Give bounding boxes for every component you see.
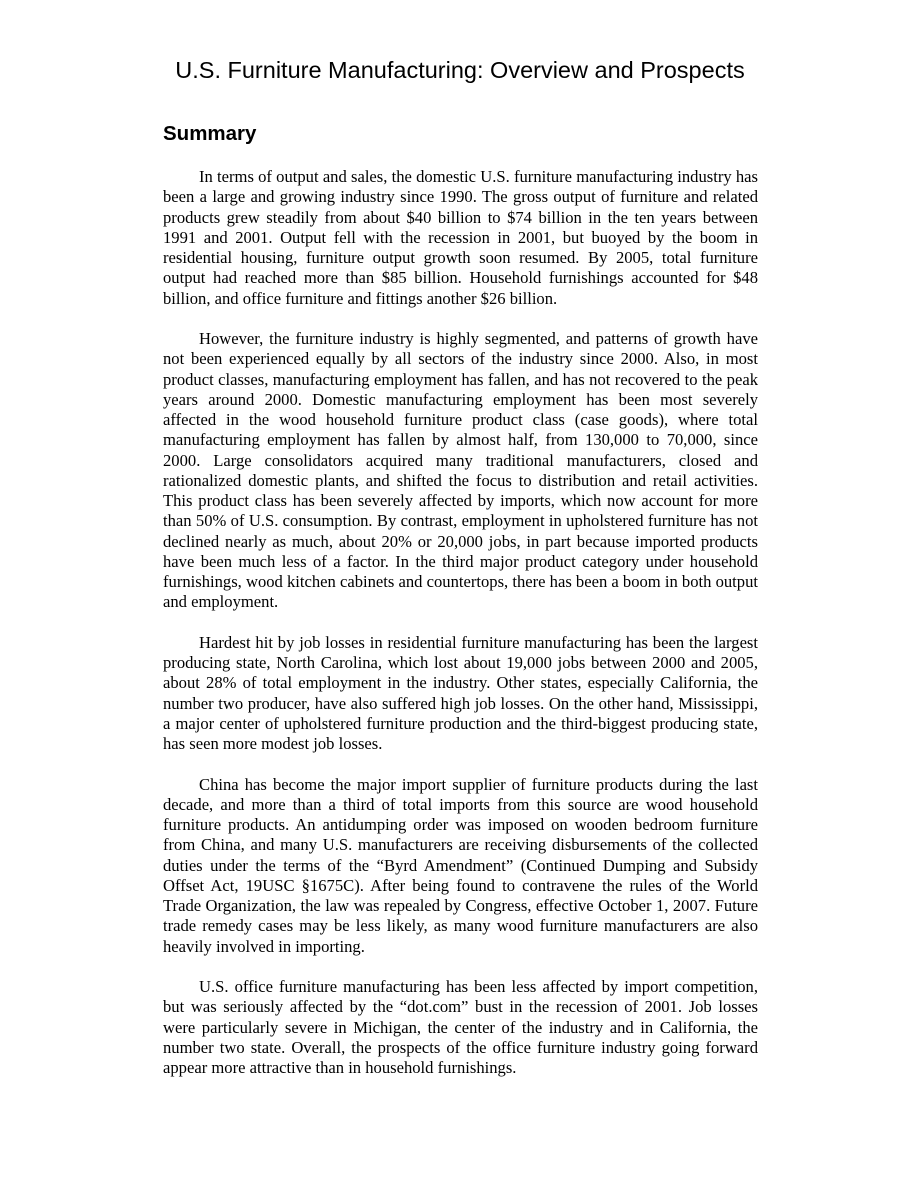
paragraph-office-furniture: U.S. office furniture manufacturing has been less affected by import competition, but was seriously affected by the “dot.com” bust in the recession of 2001. Job losses were particularly severe in Michigan, the center of the industry and in California, the number two state. Overall, the prospects of the office furniture industry going forward appear more attractive than in household furnishings. [163, 977, 758, 1077]
summary-body [163, 167, 758, 1099]
paragraph-output-sales: In terms of output and sales, the domestic U.S. furniture manufacturing industry has been a large and growing industry since 1990. The gross output of furniture and related products grew steadily from about $40 billion to $74 billion in the ten years between 1991 and 2001. Output fell with the recession in 2001, but buoyed by the boom in residential housing, furniture output growth soon resumed. By 2005, total furniture output had reached more than $85 billion. Household furnishings accounted for $48 billion, and office furniture and fittings another $26 billion. [163, 167, 758, 308]
paragraph-segmentation-employment: However, the furniture industry is highly segmented, and patterns of growth have not been experienced equally by all sectors of the industry since 2000. Also, in most product classes, manufacturing employment has fallen, and has not recovered to the peak years around 2000. Domestic manufacturing employment has been most severely affected in the wood household furniture product class (case goods), where total manufacturing employment has fallen by almost half, from 130,000 to 70,000, since 2000. Large consolidators acquired many traditional manufacturers, closed and rationalized domestic plants, and shifted the focus to distribution and retail activities. This product class has been severely affected by imports, which now account for more than 50% of U.S. consumption. By contrast, employment in upholstered furniture has not declined nearly as much, about 20% or 20,000 jobs, in part because imported products have been much less of a factor. In the third major product category under household furnishings, wood kitchen cabinets and countertops, there has been a boom in both output and employment. [163, 329, 758, 612]
paragraph-state-job-losses: Hardest hit by job losses in residential furniture manufacturing has been the largest producing state, North Carolina, which lost about 19,000 jobs between 2000 and 2005, about 28% of total employment in the industry. Other states, especially California, the number two producer, have also suffered high job losses. On the other hand, Mississippi, a major center of upholstered furniture production and the third-biggest producing state, has seen more modest job losses. [163, 632, 758, 753]
document-title: U.S. Furniture Manufacturing: Overview and Prospects [175, 57, 745, 83]
section-heading-summary: Summary [163, 122, 257, 145]
paragraph-china-imports: China has become the major import supplier of furniture products during the last decade, and more than a third of total imports from this source are wood household furniture products. An antidumping order was imposed on wooden bedroom furniture from China, and many U.S. manufacturers are receiving disbursements of the collected duties under the terms of the “Byrd Amendment” (Continued Dumping and Subsidy Offset Act, 19USC §1675C). After being found to contravene the rules of the World Trade Organization, the law was repealed by Congress, effective October 1, 2007. Future trade remedy cases may be less likely, as many wood furniture manufacturers are also heavily involved in importing. [163, 774, 758, 956]
